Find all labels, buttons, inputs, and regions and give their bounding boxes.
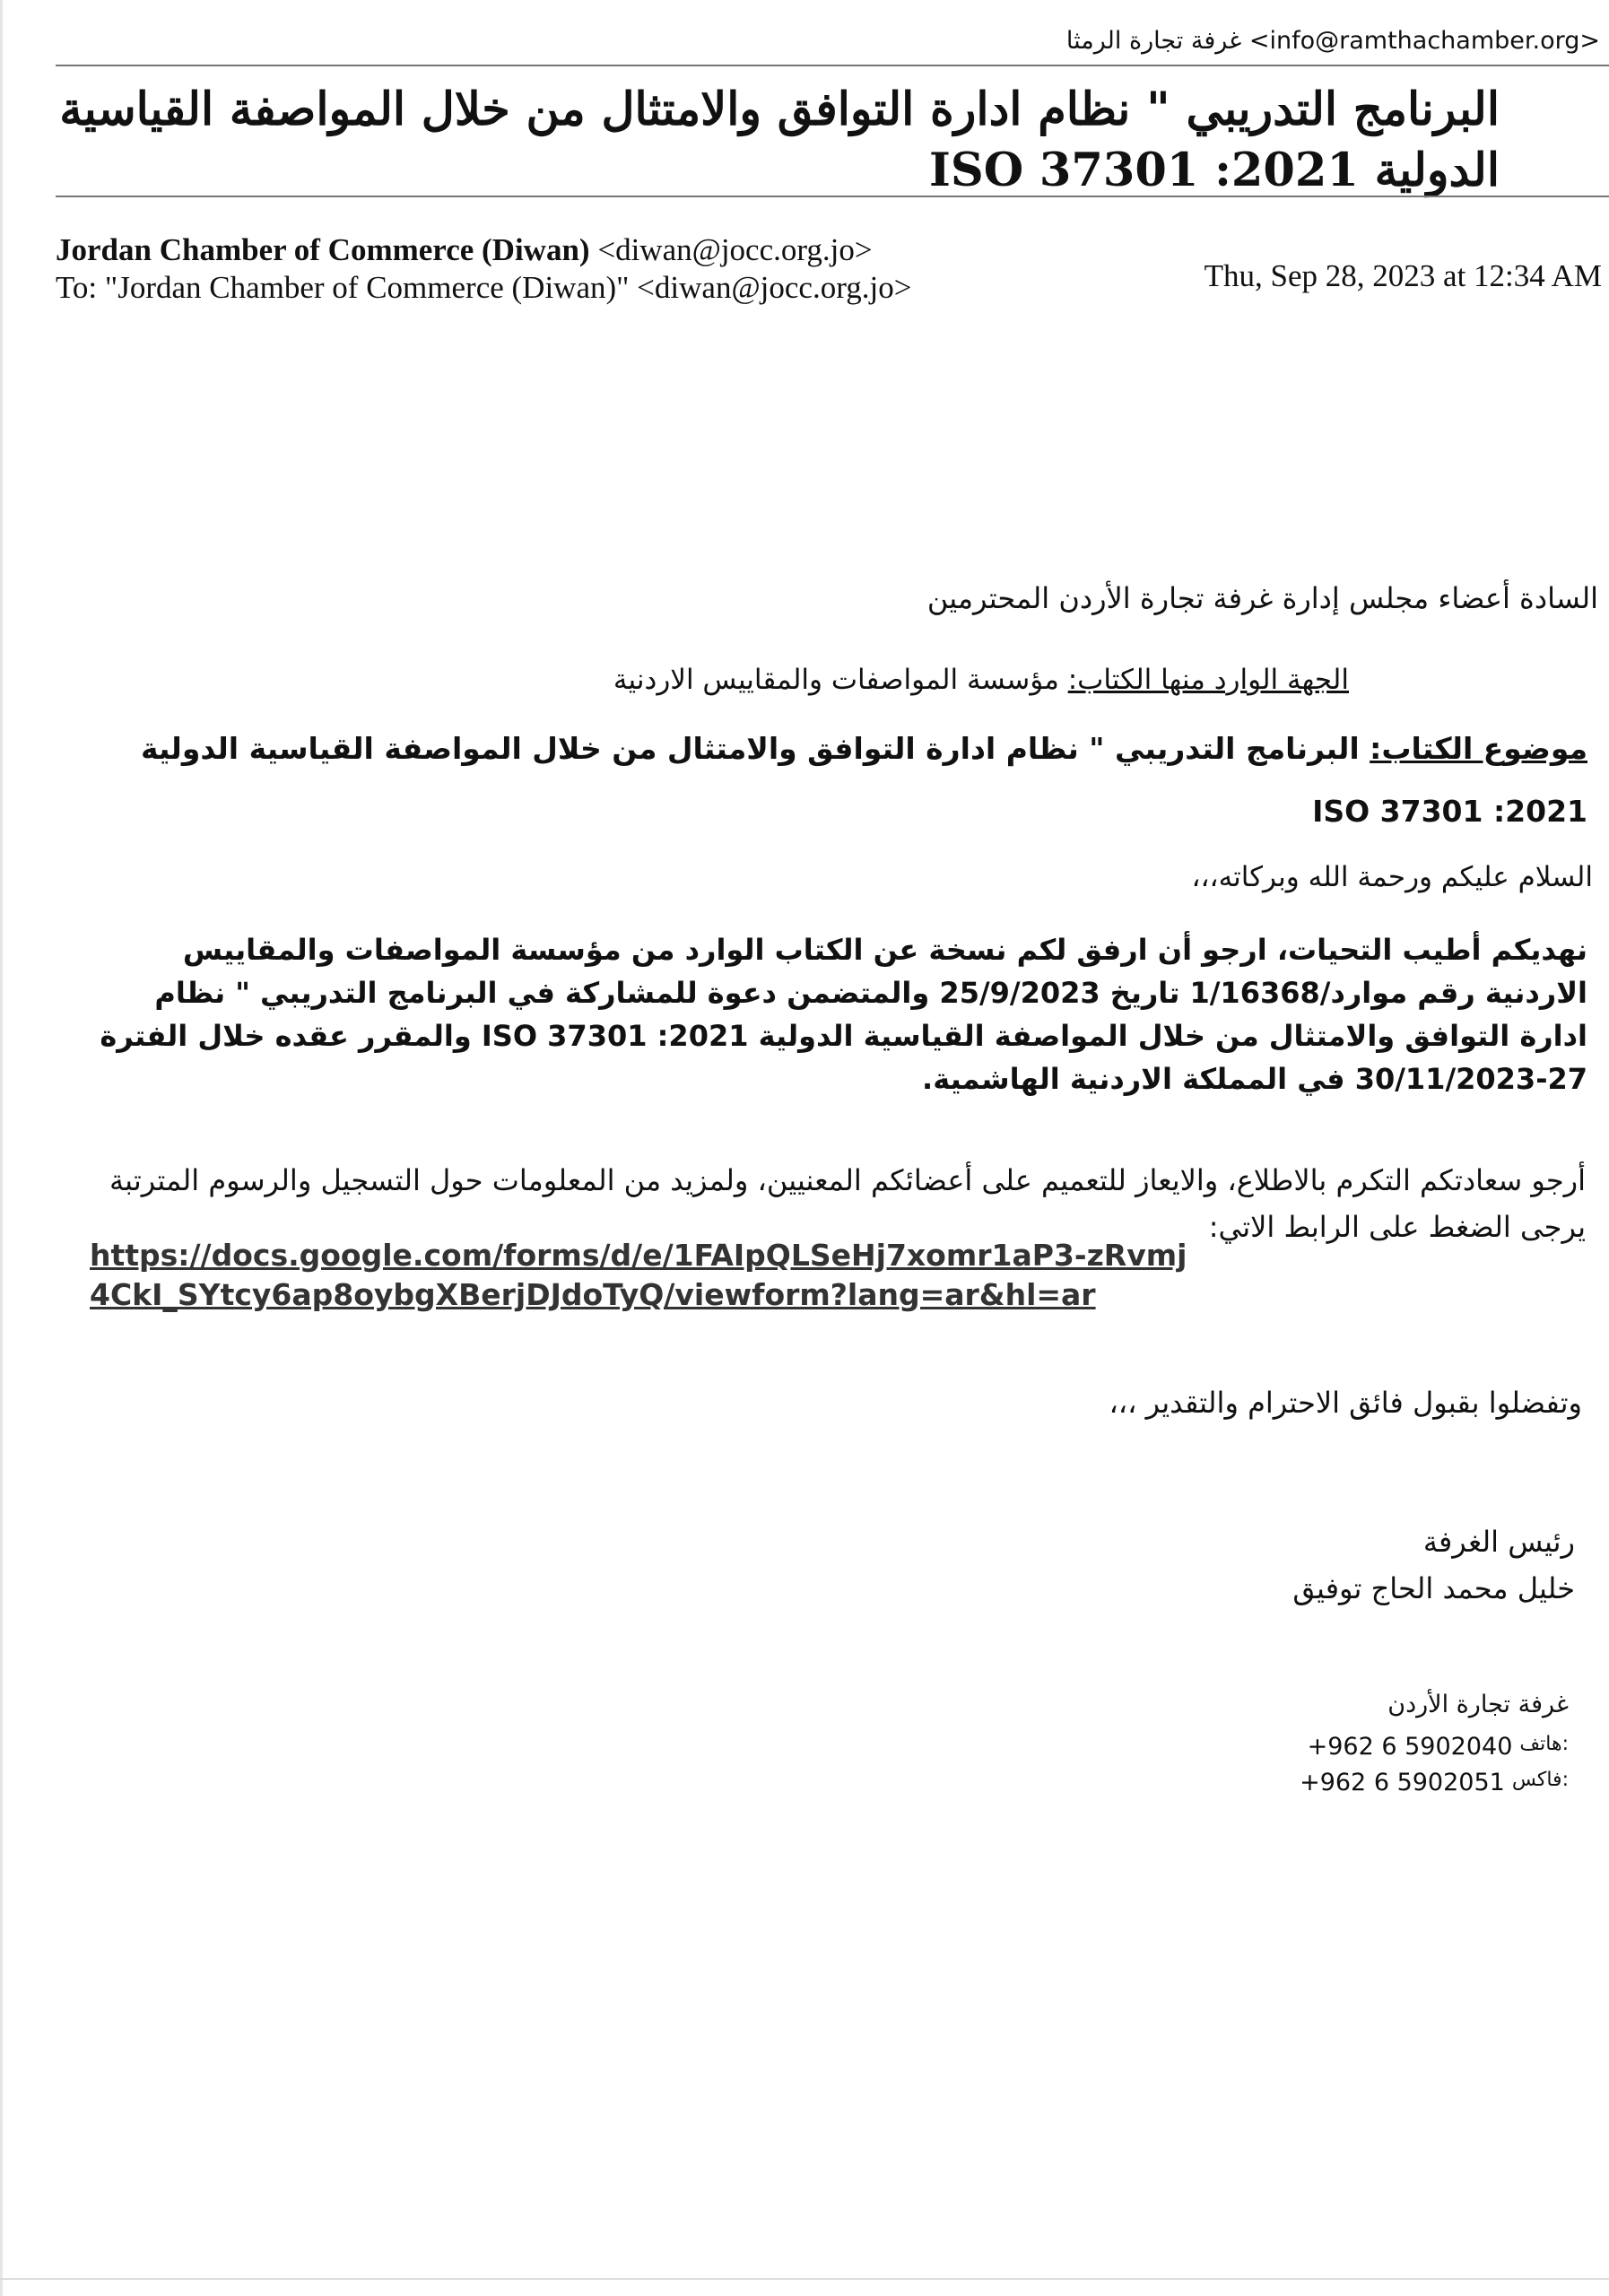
- signature-name: خليل محمد الحاج توفيق: [1292, 1571, 1575, 1605]
- letter-paragraph-1: نهديكم أطيب التحيات، ارجو أن ارفق لكم نسخة عن الكتاب الوارد من مؤسسة المواصفات والمقاييس الاردنية رقم موارد/1/16368 تاريخ 25/9/2023 والمتضمن دعوة للمشاركة في البرنامج التدريبي " نظام ادارة التوافق والامتثال من خلال المواصفة القياسية الدولية 2021: ISO 37301 والمقرر عقده خلال الفترة 27-30/11/2023 في المملكة الاردنية الهاشمية.: [100, 933, 1587, 1096]
- mail-from-header: غرفة تجارة الرمثا <info@ramthachamber.org>: [1065, 27, 1600, 55]
- phone-label: هاتف:: [1519, 1733, 1569, 1755]
- phone-number[interactable]: +962 6 5902040: [1307, 1733, 1513, 1761]
- letter-paragraph-2: أرجو سعادتكم التكرم بالاطلاع، والايعاز للتعميم على أعضائكم المعنيين، ولمزيد من المعلومات حول التسجيل والرسوم المترتبة يرجى الضغط على الرابط الاتي:: [109, 1163, 1586, 1244]
- sender-email[interactable]: <diwan@jocc.org.jo>: [597, 232, 873, 267]
- scan-bottom-edge: [0, 2278, 1609, 2280]
- letter-subject: [103, 718, 1587, 843]
- fax-number: +962 6 5902051: [1300, 1769, 1505, 1796]
- organization-name: غرفة تجارة الأردن: [1387, 1691, 1569, 1718]
- fax-label: فاكس:: [1511, 1769, 1569, 1791]
- subject-label: موضوع الكتاب:: [1370, 731, 1587, 766]
- registration-form-link[interactable]: https://docs.google.com/forms/d/e/1FAIpQLSeHj7xomr1aP3-zRvmj4CkI_SYtcy6ap8oybgXBerjDJdoTyQ/viewform?lang=ar&hl=ar: [90, 1238, 1187, 1312]
- header-divider: [56, 65, 1609, 66]
- letter-greeting: السلام عليكم ورحمة الله وبركاته،،،: [1191, 861, 1593, 893]
- signature-title: رئيس الغرفة: [1422, 1525, 1575, 1559]
- source-label: الجهة الوارد منها الكتاب:: [1067, 664, 1349, 696]
- sender-name: Jordan Chamber of Commerce (Diwan): [56, 232, 590, 267]
- recipient-line: To: "Jordan Chamber of Commerce (Diwan)" <diwan@jocc.org.jo>: [56, 270, 912, 305]
- sender-line: [56, 231, 911, 269]
- scan-edge: [0, 0, 3, 2296]
- fax-row: [1300, 1769, 1569, 1796]
- sender-block: [56, 231, 911, 307]
- source-value: مؤسسة المواصفات والمقاييس الاردنية: [613, 664, 1068, 696]
- subject-value: البرنامج التدريبي " نظام ادارة التوافق والامتثال من خلال المواصفة القياسية الدولية ISO 37301 :2021: [140, 731, 1587, 829]
- subject-divider: [56, 196, 1609, 197]
- letter-addressee: السادة أعضاء مجلس إدارة غرفة تجارة الأردن المحترمين: [926, 581, 1598, 615]
- letter-source: [613, 664, 1349, 696]
- letter-closing: وتفضلوا بقبول فائق الاحترام والتقدير ،،،: [1109, 1386, 1582, 1420]
- phone-row: [1308, 1733, 1569, 1761]
- email-date: Thu, Sep 28, 2023 at 12:34 AM: [1204, 258, 1602, 293]
- email-subject: البرنامج التدريبي " نظام ادارة التوافق والامتثال من خلال المواصفة القياسية الدولية ISO 37301 :2021: [59, 83, 1500, 197]
